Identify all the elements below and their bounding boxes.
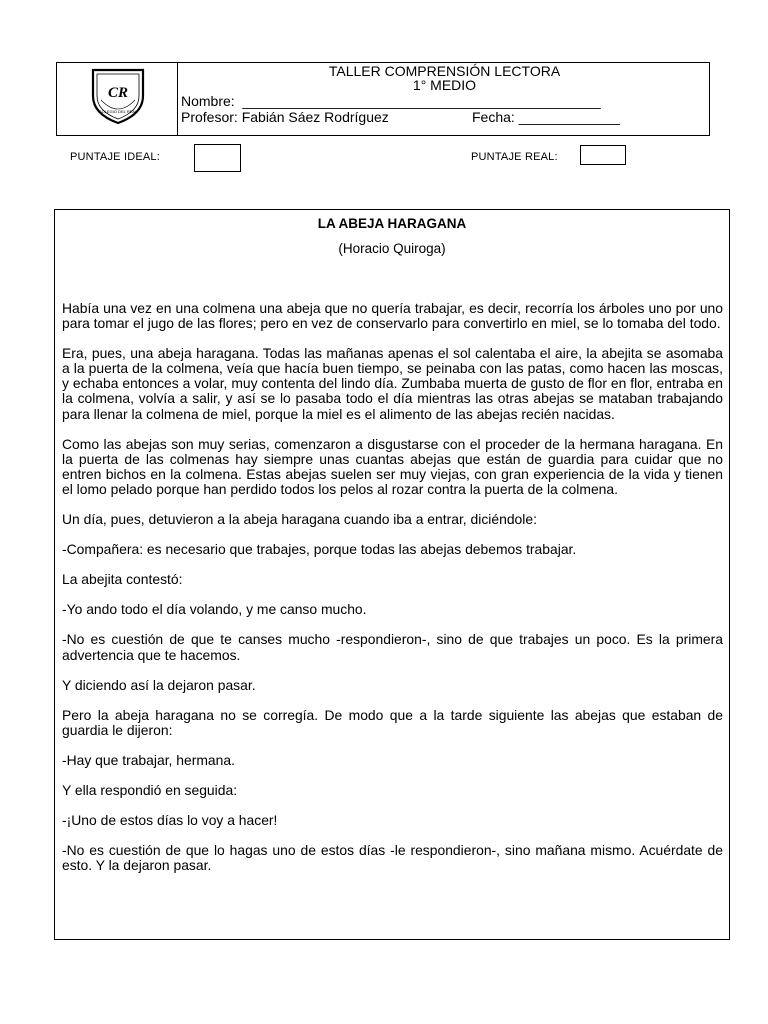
name-field[interactable]: Nombre: ______________________________________________ (181, 93, 601, 109)
logo-cell (57, 63, 178, 135)
story-paragraph: -No es cuestión de que te canses mucho -respondieron-, sino de que trabajes un poco. Es la primera advertencia que te hacemos. (62, 631, 723, 663)
crest-monogram: CR (107, 85, 129, 101)
real-score-box[interactable] (580, 145, 626, 165)
story-paragraph: Pero la abeja haragana no se corregía. De modo que a la tarde siguiente las abejas que estaban de guardia le dijeron: (62, 706, 723, 738)
worksheet-title: TALLER COMPRENSIÓN LECTORA (328, 63, 561, 79)
story-paragraph: Un día, pues, detuvieron a la abeja haragana cuando iba a entrar, diciéndole: (62, 511, 537, 528)
worksheet-header (56, 62, 710, 136)
real-score-label: PUNTAJE REAL: (471, 151, 558, 163)
story-paragraph: -¡Uno de estos días lo voy a hacer! (62, 812, 278, 829)
story-body (62, 301, 723, 888)
story-author: (Horacio Quiroga) (338, 241, 446, 256)
date-field[interactable]: Fecha: _____________ (472, 109, 620, 125)
story-paragraph: Había una vez en una colmena una abeja que no quería trabajar, es decir, recorría los árboles uno por uno para tomar el jugo de las flores; pero en vez de conservarlo para convertirlo en miel, se lo tomaba del todo. (62, 300, 723, 332)
story-paragraph: -Hay que trabajar, hermana. (62, 751, 235, 768)
story-paragraph: -Yo ando todo el día volando, y me canso mucho. (62, 601, 367, 618)
teacher-field: Profesor: Fabián Sáez Rodríguez (181, 109, 389, 125)
story-paragraph: Y ella respondió en seguida: (62, 781, 238, 798)
story-paragraph: Era, pues, una abeja haragana. Todas las mañanas apenas el sol calentaba el aire, la abejita se asomaba a la puerta de la colmena, veía que hacía buen tiempo, se peinaba con las patas, como hacen las moscas, y echaba entonces a volar, muy contenta del lindo día. Zumbaba muerta de gusto de flor en flor, entraba en la colmena, volvía a salir, y así se lo pasaba todo el día mientras las otras abejas se mataban trabajando para llenar la colmena de miel, porque la miel es el alimento de las abejas recién nacidas. (62, 345, 723, 422)
reading-passage (54, 209, 730, 940)
story-paragraph: -No es cuestión de que lo hagas uno de estos días -le respondieron-, sino mañana mismo. Acuérdate de esto. Y la dejaron pasar. (62, 842, 723, 874)
story-title: LA ABEJA HARAGANA (317, 216, 467, 231)
school-crest-icon (89, 66, 147, 126)
ideal-score-box[interactable] (194, 144, 241, 172)
story-paragraph: La abejita contestó: (62, 571, 183, 588)
ideal-score-label: PUNTAJE IDEAL: (70, 151, 161, 163)
story-paragraph: Y diciendo así la dejaron pasar. (62, 676, 256, 693)
crest-motto: COLEGIO DEL REAL (98, 109, 138, 114)
story-paragraph: Como las abejas son muy serias, comenzaron a disgustarse con el proceder de la hermana haragana. En la puerta de las colmenas hay siempre unas cuantas abejas que están de guardia para cuidar que no entren bichos en la colmena. Estas abejas suelen ser muy viejas, con gran experiencia de la vida y tienen el lomo pelado porque han perdido todos los pelos al rozar contra la puerta de la colmena. (62, 435, 723, 497)
grade-level: 1° MEDIO (412, 77, 477, 93)
story-paragraph: -Compañera: es necesario que trabajes, porque todas las abejas debemos trabajar. (62, 541, 577, 558)
